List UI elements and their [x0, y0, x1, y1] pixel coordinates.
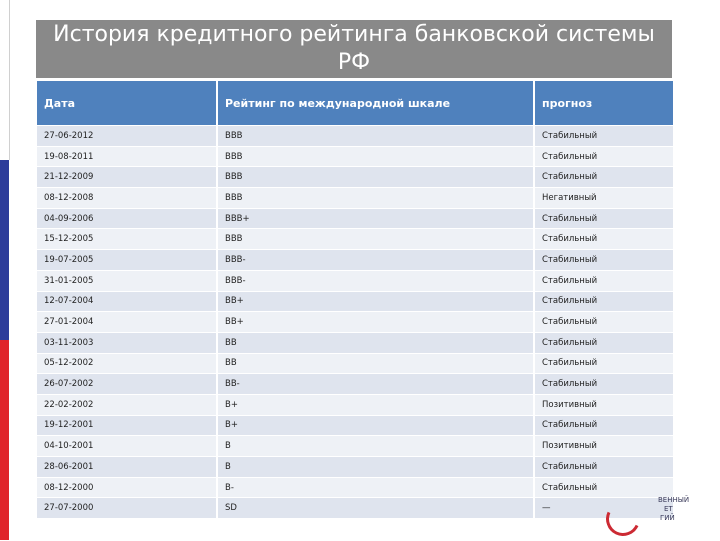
- cell-outlook: Стабильный: [542, 254, 598, 265]
- university-logo: [598, 494, 698, 534]
- cell-date: 04-09-2006: [37, 209, 218, 229]
- table-row: [37, 353, 673, 374]
- cell-rating: BBB: [218, 229, 535, 249]
- cell-outlook: Позитивный: [542, 441, 597, 452]
- flag-blue: [0, 160, 9, 340]
- table-row: [37, 146, 673, 167]
- table-row: [37, 373, 673, 394]
- cell-rating: BBB: [218, 126, 535, 146]
- cell-outlook: Стабильный: [542, 317, 598, 328]
- cell-rating: B-: [218, 478, 535, 498]
- cell-date: 04-10-2001: [37, 436, 218, 456]
- table-row: [37, 187, 673, 208]
- cell-rating: BBB-: [218, 271, 535, 291]
- table-row: [37, 270, 673, 291]
- cell-date: 27-07-2000: [37, 498, 218, 518]
- cell-outlook: Стабильный: [542, 337, 598, 348]
- cell-date: 12-07-2004: [37, 292, 218, 312]
- table-row: [37, 477, 673, 498]
- cell-outlook: Стабильный: [542, 379, 598, 390]
- table-row: [37, 435, 673, 456]
- cell-date: 26-07-2002: [37, 374, 218, 394]
- table-header: [37, 81, 673, 125]
- cell-outlook: Стабильный: [542, 234, 598, 245]
- logo-emblem: [601, 497, 645, 541]
- cell-rating: B: [218, 457, 535, 477]
- table-row: [37, 228, 673, 249]
- cell-rating: BB+: [218, 292, 535, 312]
- table-row: [37, 415, 673, 436]
- flag-stripe: [0, 0, 9, 540]
- cell-rating: SD: [218, 498, 535, 518]
- cell-rating: BBB: [218, 147, 535, 167]
- cell-outlook: —: [542, 503, 551, 514]
- table-row: [37, 166, 673, 187]
- cell-outlook: Стабильный: [542, 420, 598, 431]
- cell-date: 27-06-2012: [37, 126, 218, 146]
- cell-rating: B+: [218, 416, 535, 436]
- flag-red: [0, 340, 9, 540]
- cell-rating: BBB: [218, 188, 535, 208]
- cell-outlook: Стабильный: [542, 461, 598, 472]
- table-row: [37, 311, 673, 332]
- cell-date: 08-12-2008: [37, 188, 218, 208]
- cell-date: 31-01-2005: [37, 271, 218, 291]
- column-header-date: Дата: [37, 81, 218, 125]
- cell-date: 19-08-2011: [37, 147, 218, 167]
- cell-date: 21-12-2009: [37, 167, 218, 187]
- cell-rating: B+: [218, 395, 535, 415]
- cell-outlook: Стабильный: [542, 482, 598, 493]
- slide-title-text: История кредитного рейтинга банковской системы РФ: [53, 22, 655, 75]
- cell-date: 03-11-2003: [37, 333, 218, 353]
- table-row: [37, 456, 673, 477]
- table-row: [37, 125, 673, 146]
- cell-date: 15-12-2005: [37, 229, 218, 249]
- cell-outlook: Стабильный: [542, 213, 598, 224]
- logo-text-line-3: ГИЙ: [660, 514, 675, 522]
- table-row: [37, 249, 673, 270]
- cell-date: 19-12-2001: [37, 416, 218, 436]
- cell-outlook: Позитивный: [542, 399, 597, 410]
- cell-rating: BB: [218, 354, 535, 374]
- flag-white: [0, 0, 10, 160]
- column-header-rating: Рейтинг по международной шкале: [218, 81, 535, 125]
- cell-outlook: Стабильный: [542, 275, 598, 286]
- cell-outlook: Стабильный: [542, 296, 598, 307]
- cell-outlook: Стабильный: [542, 151, 598, 162]
- cell-date: 27-01-2004: [37, 312, 218, 332]
- cell-rating: BBB-: [218, 250, 535, 270]
- cell-outlook: Негативный: [542, 192, 597, 203]
- cell-date: 05-12-2002: [37, 354, 218, 374]
- table-row: [37, 332, 673, 353]
- cell-outlook: Стабильный: [542, 130, 598, 141]
- rating-history-table: [37, 81, 673, 518]
- cell-date: 22-02-2002: [37, 395, 218, 415]
- cell-rating: BB: [218, 333, 535, 353]
- cell-date: 08-12-2000: [37, 478, 218, 498]
- cell-date: 19-07-2005: [37, 250, 218, 270]
- cell-outlook: Стабильный: [542, 172, 598, 183]
- slide-title: [36, 20, 672, 78]
- cell-rating: BB+: [218, 312, 535, 332]
- table-row: [37, 394, 673, 415]
- cell-rating: BB-: [218, 374, 535, 394]
- logo-text-line-2: ЕТ: [664, 505, 673, 513]
- cell-rating: BBB+: [218, 209, 535, 229]
- table-row: [37, 497, 673, 518]
- cell-rating: B: [218, 436, 535, 456]
- cell-date: 28-06-2001: [37, 457, 218, 477]
- cell-outlook: Стабильный: [542, 358, 598, 369]
- table-row: [37, 208, 673, 229]
- table-body: [37, 125, 673, 518]
- logo-text-line-1: ВЕННЫЙ: [658, 496, 690, 504]
- cell-rating: BBB: [218, 167, 535, 187]
- column-header-outlook: прогноз: [542, 96, 593, 110]
- table-row: [37, 291, 673, 312]
